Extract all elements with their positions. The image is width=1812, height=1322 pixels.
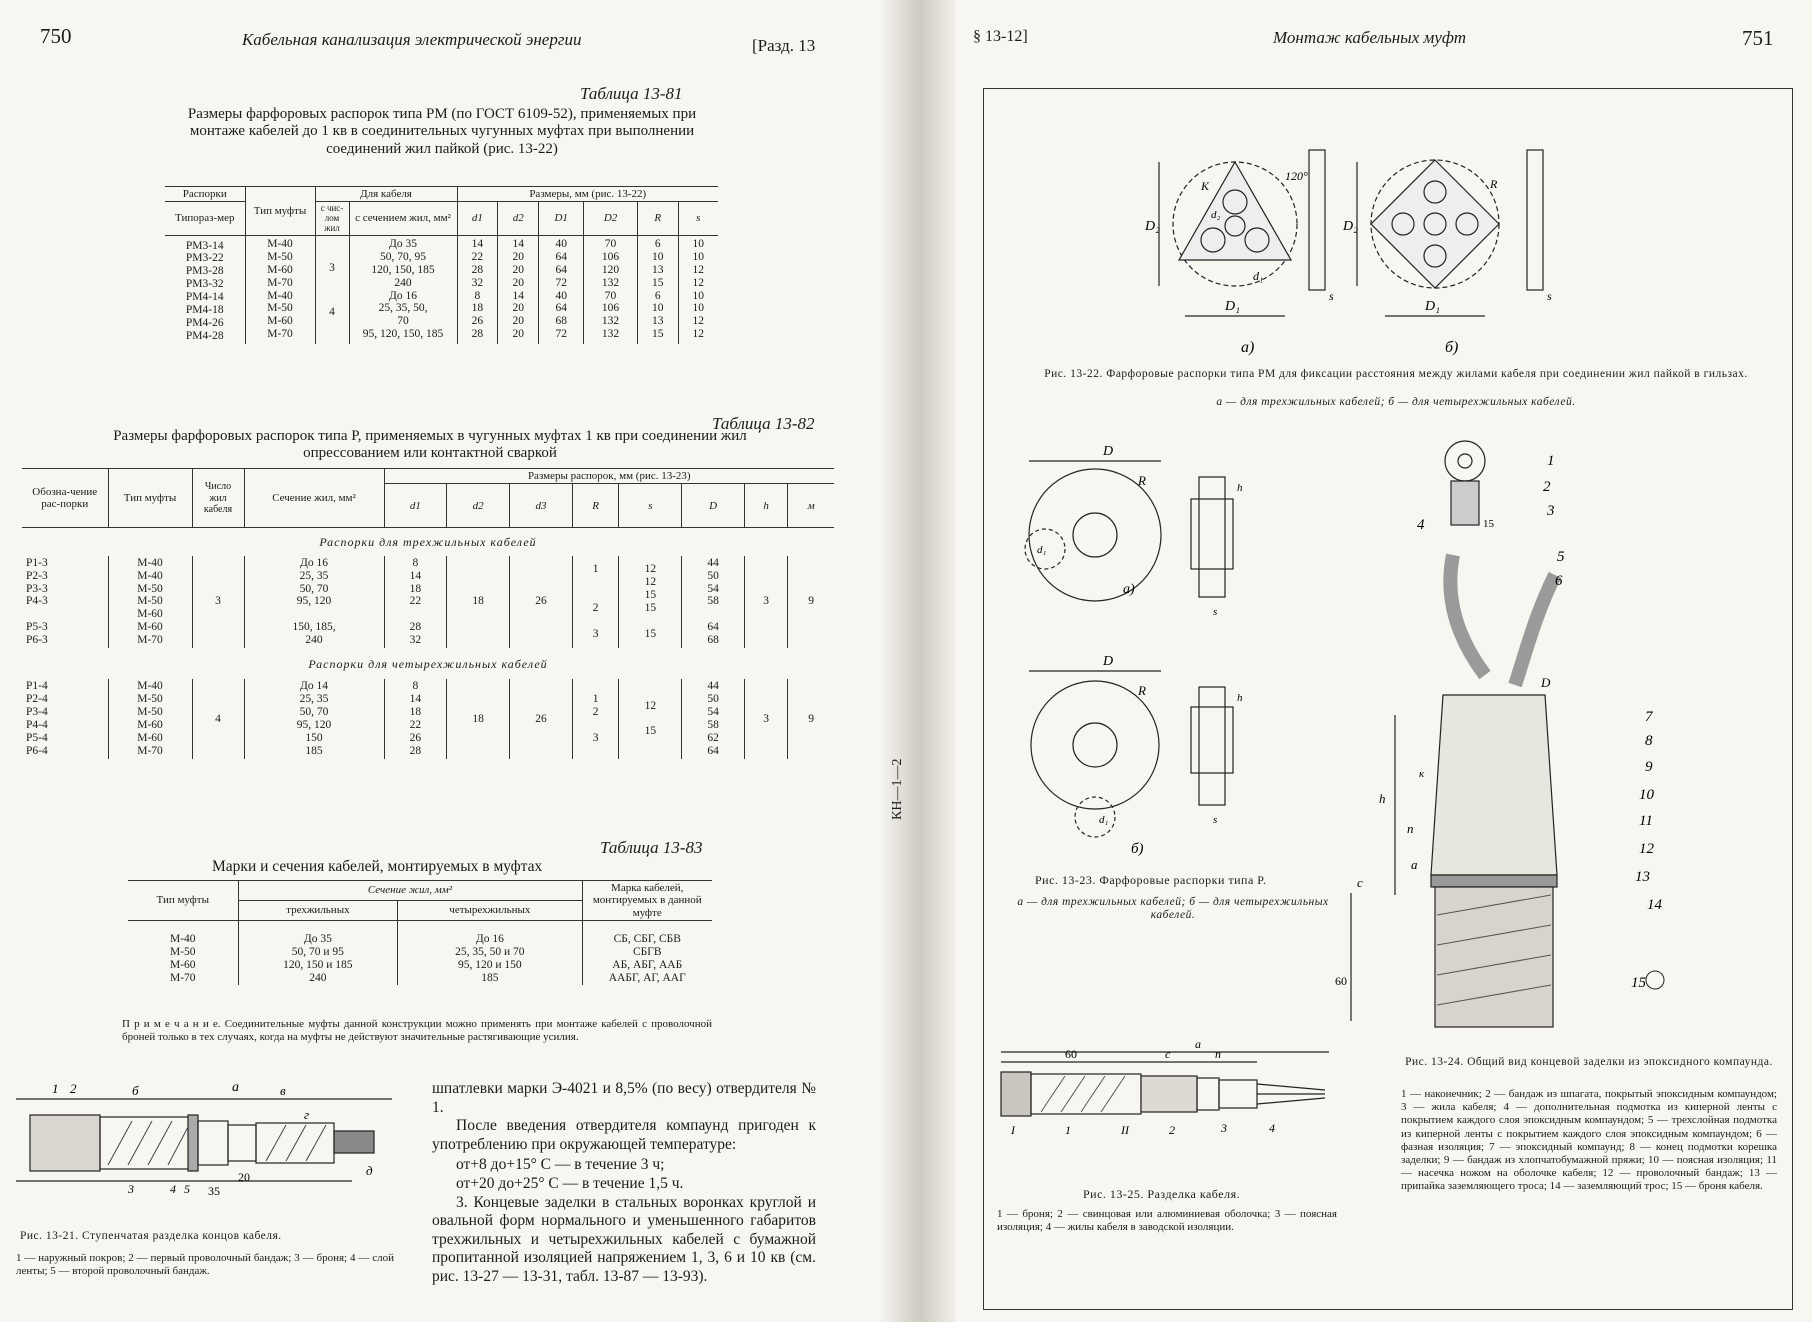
fig23-R-b: R	[1138, 683, 1146, 698]
col-sechenie: До 35 50, 70, 95 120, 150, 185 240 До 16 25, 35, 50, 70 95, 120, 150, 185	[349, 235, 457, 344]
g4-d2: 18	[447, 679, 510, 758]
g4-tip: М-40 М-50 М-50 М-60 М-60 М-70	[108, 679, 192, 758]
g3-ch: 3	[192, 556, 244, 648]
g4-s: 12 15	[619, 679, 682, 758]
fig22-s-b: s	[1547, 289, 1552, 303]
fig25-c: с	[1165, 1047, 1171, 1061]
fig24-n9: 9	[1645, 759, 1653, 775]
fig22-D1-b: D₁	[1425, 299, 1440, 314]
page-number-right: 751	[1742, 26, 1774, 50]
fig22-R: R	[1490, 177, 1498, 191]
fig24-n11: 11	[1639, 813, 1653, 829]
figure-13-25-legend: 1 — броня; 2 — свинцовая или алюминиевая оболочка; 3 — поясная изоляция; 4 — жилы кабеля в заводской изоляции.	[997, 1208, 1337, 1234]
fig24-n15: 15	[1631, 975, 1646, 991]
fig23-sub-a: а)	[1123, 582, 1135, 597]
table-13-83-title: Марки и сечения кабелей, монтируемых в муфтах	[212, 858, 543, 875]
th-raspork: Распорки	[165, 187, 245, 202]
fig23-D-a: D	[1103, 444, 1114, 459]
paragraph-2: После введения отвердителя компаунд пригоден к употреблению при окружающей температуре:	[432, 1117, 816, 1153]
g4-h: 3	[745, 679, 788, 758]
fig24-a: а	[1411, 857, 1418, 872]
gutter-mark: КН—1—2	[890, 758, 905, 820]
table-13-81-caption: Таблица 13-81	[580, 84, 683, 103]
fig24-n4: 4	[1417, 517, 1425, 533]
g4-R: 1 2 3	[572, 679, 619, 758]
th-d2: d2	[498, 202, 539, 235]
g3-sech: До 16 25, 35 50, 70 95, 120 150, 185, 240	[244, 556, 384, 648]
t83-marka: СБ, СБГ, СБВ СБГВ АБ, АБГ, ААБ ААБГ, АГ, ААГ	[608, 932, 686, 984]
running-title-left: Кабельная канализация электрической энергии	[242, 30, 582, 49]
figure-13-22-legend: а — для трехжильных кабелей; б — для четырехжильных кабелей.	[1216, 396, 1576, 408]
fig21-lbl-g: г	[304, 1107, 310, 1122]
figure-13-24-caption: Рис. 13-24. Общий вид концевой заделки из эпоксидного компаунда.	[1405, 1056, 1773, 1068]
g3-d3: 26	[510, 556, 573, 648]
fig24-c: с	[1357, 875, 1363, 890]
fig21-lbl-2: 2	[70, 1081, 77, 1096]
figure-13-22-caption: Рис. 13-22. Фарфоровые распорки типа РМ для фиксации расстояния между жилами кабеля при соединении жил пайкой в гильзах.	[1044, 368, 1748, 380]
fig25-2: 2	[1169, 1123, 1175, 1137]
subhead-4: Распорки для четырехжильных кабелей	[308, 656, 548, 671]
th-chislo: с чис-лом жил	[315, 202, 349, 235]
th82-d3: d3	[510, 484, 573, 528]
th82-razm: Размеры распорок, мм (рис. 13-23)	[384, 469, 834, 484]
th82-R: R	[572, 484, 619, 528]
th82-s: s	[619, 484, 682, 528]
th-dlya-kabelya: Для кабеля	[315, 187, 457, 202]
g4-d1: 8 14 18 22 26 28	[384, 679, 447, 758]
th83-sech: Сечение жил, мм²	[238, 881, 582, 901]
t83-tri: До 35 50, 70 и 95 120, 150 и 185 240	[238, 920, 398, 985]
th82-d2: d2	[447, 484, 510, 528]
fig21-lbl-1: 1	[52, 1081, 59, 1096]
figure-13-25	[995, 1032, 1375, 1142]
figure-13-22	[1145, 140, 1585, 360]
section-ref-left: [Разд. 13	[752, 36, 816, 55]
fig24-n2: 2	[1543, 479, 1551, 495]
th-tip-mufty: Тип муфты	[245, 187, 315, 236]
g3-D: 44 50 54 58 64 68	[682, 556, 745, 648]
fig23-h-a: h	[1237, 482, 1243, 494]
fig22-angle: 120°	[1285, 169, 1308, 183]
fig23-sub-b: б)	[1131, 841, 1144, 857]
fig25-3: 3	[1221, 1121, 1227, 1135]
page-number-left: 750	[40, 24, 72, 48]
fig25-a: а	[1195, 1037, 1201, 1051]
left-page	[0, 0, 880, 1322]
figure-13-23-caption: Рис. 13-23. Фарфоровые распорки типа Р.	[1035, 873, 1267, 887]
fig24-n13: 13	[1635, 869, 1650, 885]
fig21-lbl-5: 5	[184, 1182, 190, 1196]
g4-d3: 26	[510, 679, 573, 758]
g4-D: 44 50 54 58 62 64	[682, 679, 745, 758]
th-razmery: Размеры, мм (рис. 13-22)	[457, 187, 718, 202]
col-tiporazmer: РМ3-14 РМ3-22 РМ3-28 РМ3-32 РМ4-14 РМ4-18 РМ4-26 РМ4-28	[165, 235, 245, 344]
fig24-n8: 8	[1645, 733, 1653, 749]
figure-13-21	[12, 1075, 402, 1220]
fig24-n5: 5	[1557, 549, 1565, 565]
fig22-d1: d₁	[1253, 269, 1264, 283]
figure-13-25-caption: Рис. 13-25. Разделка кабеля.	[1083, 1187, 1241, 1201]
fig22-sub-b: б)	[1445, 339, 1459, 356]
th-D1: D1	[539, 202, 584, 235]
g4-sech: До 14 25, 35 50, 70 95, 120 150 185	[244, 679, 384, 758]
subhead-3: Распорки для трехжильных кабелей	[319, 535, 537, 550]
col-D2: 70 106 120 132 70 106 132 132	[584, 235, 638, 344]
th-D2: D2	[584, 202, 638, 235]
fig24-n12: 12	[1639, 841, 1654, 857]
g3-tip: М-40 М-40 М-50 М-50 М-60 М-60 М-70	[108, 556, 192, 648]
fig22-d2: d₂	[1211, 209, 1221, 221]
fig21-lbl-b: б	[132, 1083, 139, 1098]
g3-R: 1 2 3	[572, 556, 619, 648]
g4-m: 9	[808, 712, 815, 725]
th82-tip: Тип муфты	[108, 469, 192, 528]
fig21-lbl-a: а	[232, 1080, 239, 1095]
table-13-83	[128, 880, 712, 985]
th82-d1: d1	[384, 484, 447, 528]
table-13-82	[22, 468, 834, 759]
th83-tri: трехжильных	[238, 900, 398, 920]
fig25-1: 1	[1065, 1123, 1071, 1137]
figure-13-24	[1295, 425, 1765, 1035]
table-13-82-caption: Таблица 13-82	[712, 414, 815, 433]
th83-chet: четырехжильных	[398, 900, 582, 920]
fig22-K: K	[1201, 179, 1210, 193]
fig24-n1: 1	[1547, 453, 1555, 469]
fig25-I: I	[1011, 1123, 1015, 1137]
book-gutter	[880, 0, 955, 1322]
fig21-lbl-4: 4	[170, 1182, 176, 1196]
right-page	[955, 0, 1812, 1322]
g3-d1: 8 14 18 22 28 32	[384, 556, 447, 648]
fig24-n: п	[1407, 821, 1414, 836]
formula-1: от+8 до+15° С — в течение 3 ч;	[456, 1156, 665, 1174]
fig25-II: II	[1121, 1123, 1129, 1137]
g3-oboz: Р1-3 Р2-3 Р3-3 Р4-3 Р5-3 Р6-3	[22, 556, 108, 648]
fig24-n7: 7	[1645, 709, 1653, 725]
body-text	[432, 1080, 816, 1287]
th-s: s	[678, 202, 718, 235]
figure-13-23	[1023, 425, 1273, 865]
figure-13-21-legend: 1 — наружный покров; 2 — первый проволочный бандаж; 3 — броня; 4 — слой ленты; 5 — второй проволочный бандаж.	[16, 1252, 394, 1278]
col-d1: 14 22 28 32 8 18 26 28	[457, 235, 498, 344]
section-ref-right: § 13-12]	[973, 28, 1028, 45]
g4-ch: 4	[192, 679, 244, 758]
th82-m: м	[788, 484, 834, 528]
figure-13-24-legend: 1 — наконечник; 2 — бандаж из шпагата, покрытый эпоксидным компаундом; 3 — жила кабеля; 4 — дополнительная подмотка из киперной ленты с покрытием каждого слоя эпоксидным компаундом; 5 — трехслойная подмотка из киперной ленты с покрытием каждого слоя эпоксидным компаундом; 6 — фазная изоляция; 7 — эпоксидный компаунд; 8 — конец подмотки корешка заделки; 9 — бандаж из хлопчатобумажной пряжи; 10 — поясная изоляция; 11 — насечка ножом на оболочке кабеля; 12 — проволочный бандаж; 13 — припайка заземляющего троса; 14 — заземляющий трос; 15 — броня кабеля.	[1401, 1088, 1777, 1193]
fig21-lbl-20: 20	[238, 1170, 250, 1184]
th82-h: h	[745, 484, 788, 528]
formula-2: от+20 до+25° С — в течение 1,5 ч.	[456, 1174, 684, 1192]
figure-13-23-legend: а — для трехжильных кабелей; б — для четырехжильных кабелей.	[1017, 896, 1329, 922]
th83-tip: Тип муфты	[128, 881, 238, 921]
fig24-k: к	[1419, 768, 1425, 780]
table-13-83-note: П р и м е ч а н и е. Соединительные муфты данной конструкции можно применять при монтаже кабелей с проволочной броней только в тех случаях, когда на муфты не действуют значительные растягивающие усилия.	[122, 1018, 712, 1044]
g3-s: 12 12 15 15 15	[619, 556, 682, 648]
fig23-R-a: R	[1138, 473, 1146, 488]
th-sechenie: с сечением жил, мм²	[349, 202, 457, 235]
chislo-4: 4	[329, 305, 335, 318]
fig21-lbl-35: 35	[208, 1184, 220, 1198]
table-13-82-title: Размеры фарфоровых распорок типа Р, применяемых в чугунных муфтах 1 кв при соединении жил опрессованием или контактной сваркой	[113, 428, 747, 462]
col-tip-mufty: М-40 М-50 М-60 М-70 М-40 М-50 М-60 М-70	[245, 235, 315, 344]
chislo-3: 3	[329, 261, 335, 274]
figure-13-21-caption: Рис. 13-21. Ступенчатая разделка концов кабеля.	[20, 1230, 282, 1242]
t83-tip: М-40 М-50 М-60 М-70	[128, 920, 238, 985]
col-D1: 40 64 64 72 40 64 68 72	[539, 235, 584, 344]
col-s: 10 10 12 12 10 10 12 12	[692, 238, 705, 341]
table-13-83-caption: Таблица 13-83	[600, 838, 703, 857]
fig22-D2-a: D₂	[1145, 219, 1160, 234]
th82-chislo: Число жил кабеля	[192, 469, 244, 528]
fig21-lbl-3: 3	[128, 1182, 134, 1196]
fig23-s-a: s	[1213, 606, 1218, 618]
g4-oboz: Р1-4 Р2-4 Р3-4 Р4-4 Р5-4 Р6-4	[22, 679, 108, 758]
t83-chet: До 16 25, 35, 50 и 70 95, 120 и 150 185	[398, 920, 582, 985]
paragraph-1: шпатлевки марки Э-4021 и 8,5% (по весу) отвердителя № 1.	[432, 1080, 816, 1116]
fig21-lbl-v: в	[280, 1083, 286, 1098]
col-chislo	[315, 235, 349, 344]
fig22-sub-a: а)	[1241, 339, 1255, 356]
fig24-n3: 3	[1547, 503, 1555, 519]
group-3-row	[22, 556, 834, 648]
g3-m: 9	[808, 595, 815, 608]
fig23-s-b: s	[1213, 814, 1218, 826]
fig25-60: 60	[1065, 1047, 1077, 1061]
paragraph-3: 3. Концевые заделки в стальных воронках круглой и овальной форм нормального и уменьшенного габаритов трехжильных и четырехжильных кабелей с бумажной пропитанной изоляцией напряжением 1, 3, 6 и 10 кв (см. рис. 13-27 — 13-31, табл. 13-87 — 13-93).	[432, 1193, 816, 1285]
fig24-D: D	[1541, 675, 1551, 690]
th-tiporazmer: Типораз-мер	[165, 202, 245, 235]
th83-marka: Марка кабелей, монтируемых в данной муфте	[582, 881, 712, 921]
fig23-D-b: D	[1103, 654, 1114, 669]
col-R: 6 10 13 15 6 10 13 15	[637, 235, 678, 344]
g3-h: 3	[745, 556, 788, 648]
th-d1: d1	[457, 202, 498, 235]
fig24-h: h	[1379, 791, 1386, 806]
fig24-n14: 14	[1647, 897, 1662, 913]
table-13-81-title: Размеры фарфоровых распорок типа РМ (по ГОСТ 6109-52), применяемых при монтаже кабелей до 1 кв в соединительных чугунных муфтах при выполнении соединений жил пайкой (рис. 13-22)	[187, 106, 697, 157]
fig21-lbl-d: д	[366, 1163, 373, 1178]
fig25-n: п	[1215, 1047, 1221, 1061]
th82-sech: Сечение жил, мм²	[244, 469, 384, 528]
fig22-D2-b: D₂	[1343, 219, 1358, 234]
col-d2: 14 20 20 20 14 20 20 20	[498, 235, 539, 344]
fig24-n10: 10	[1639, 787, 1654, 803]
fig24-15: 15	[1483, 518, 1494, 530]
group-4-row	[22, 679, 834, 758]
fig24-n6: 6	[1555, 573, 1563, 589]
th82-D: D	[682, 484, 745, 528]
fig25-4: 4	[1269, 1121, 1275, 1135]
th-R: R	[637, 202, 678, 235]
fig23-h-b: h	[1237, 692, 1243, 704]
running-title-right: Монтаж кабельных муфт	[1273, 28, 1467, 47]
fig22-D1-a: D₁	[1225, 299, 1240, 314]
th82-oboz: Обозна-чение рас-порки	[22, 469, 108, 528]
fig24-60: 60	[1335, 974, 1347, 988]
fig22-s-a: s	[1329, 289, 1334, 303]
fig23-d1-a: d₁	[1037, 544, 1047, 556]
g3-d2: 18	[447, 556, 510, 648]
fig23-d1-b: d₁	[1099, 814, 1109, 826]
table-13-81	[165, 186, 718, 344]
